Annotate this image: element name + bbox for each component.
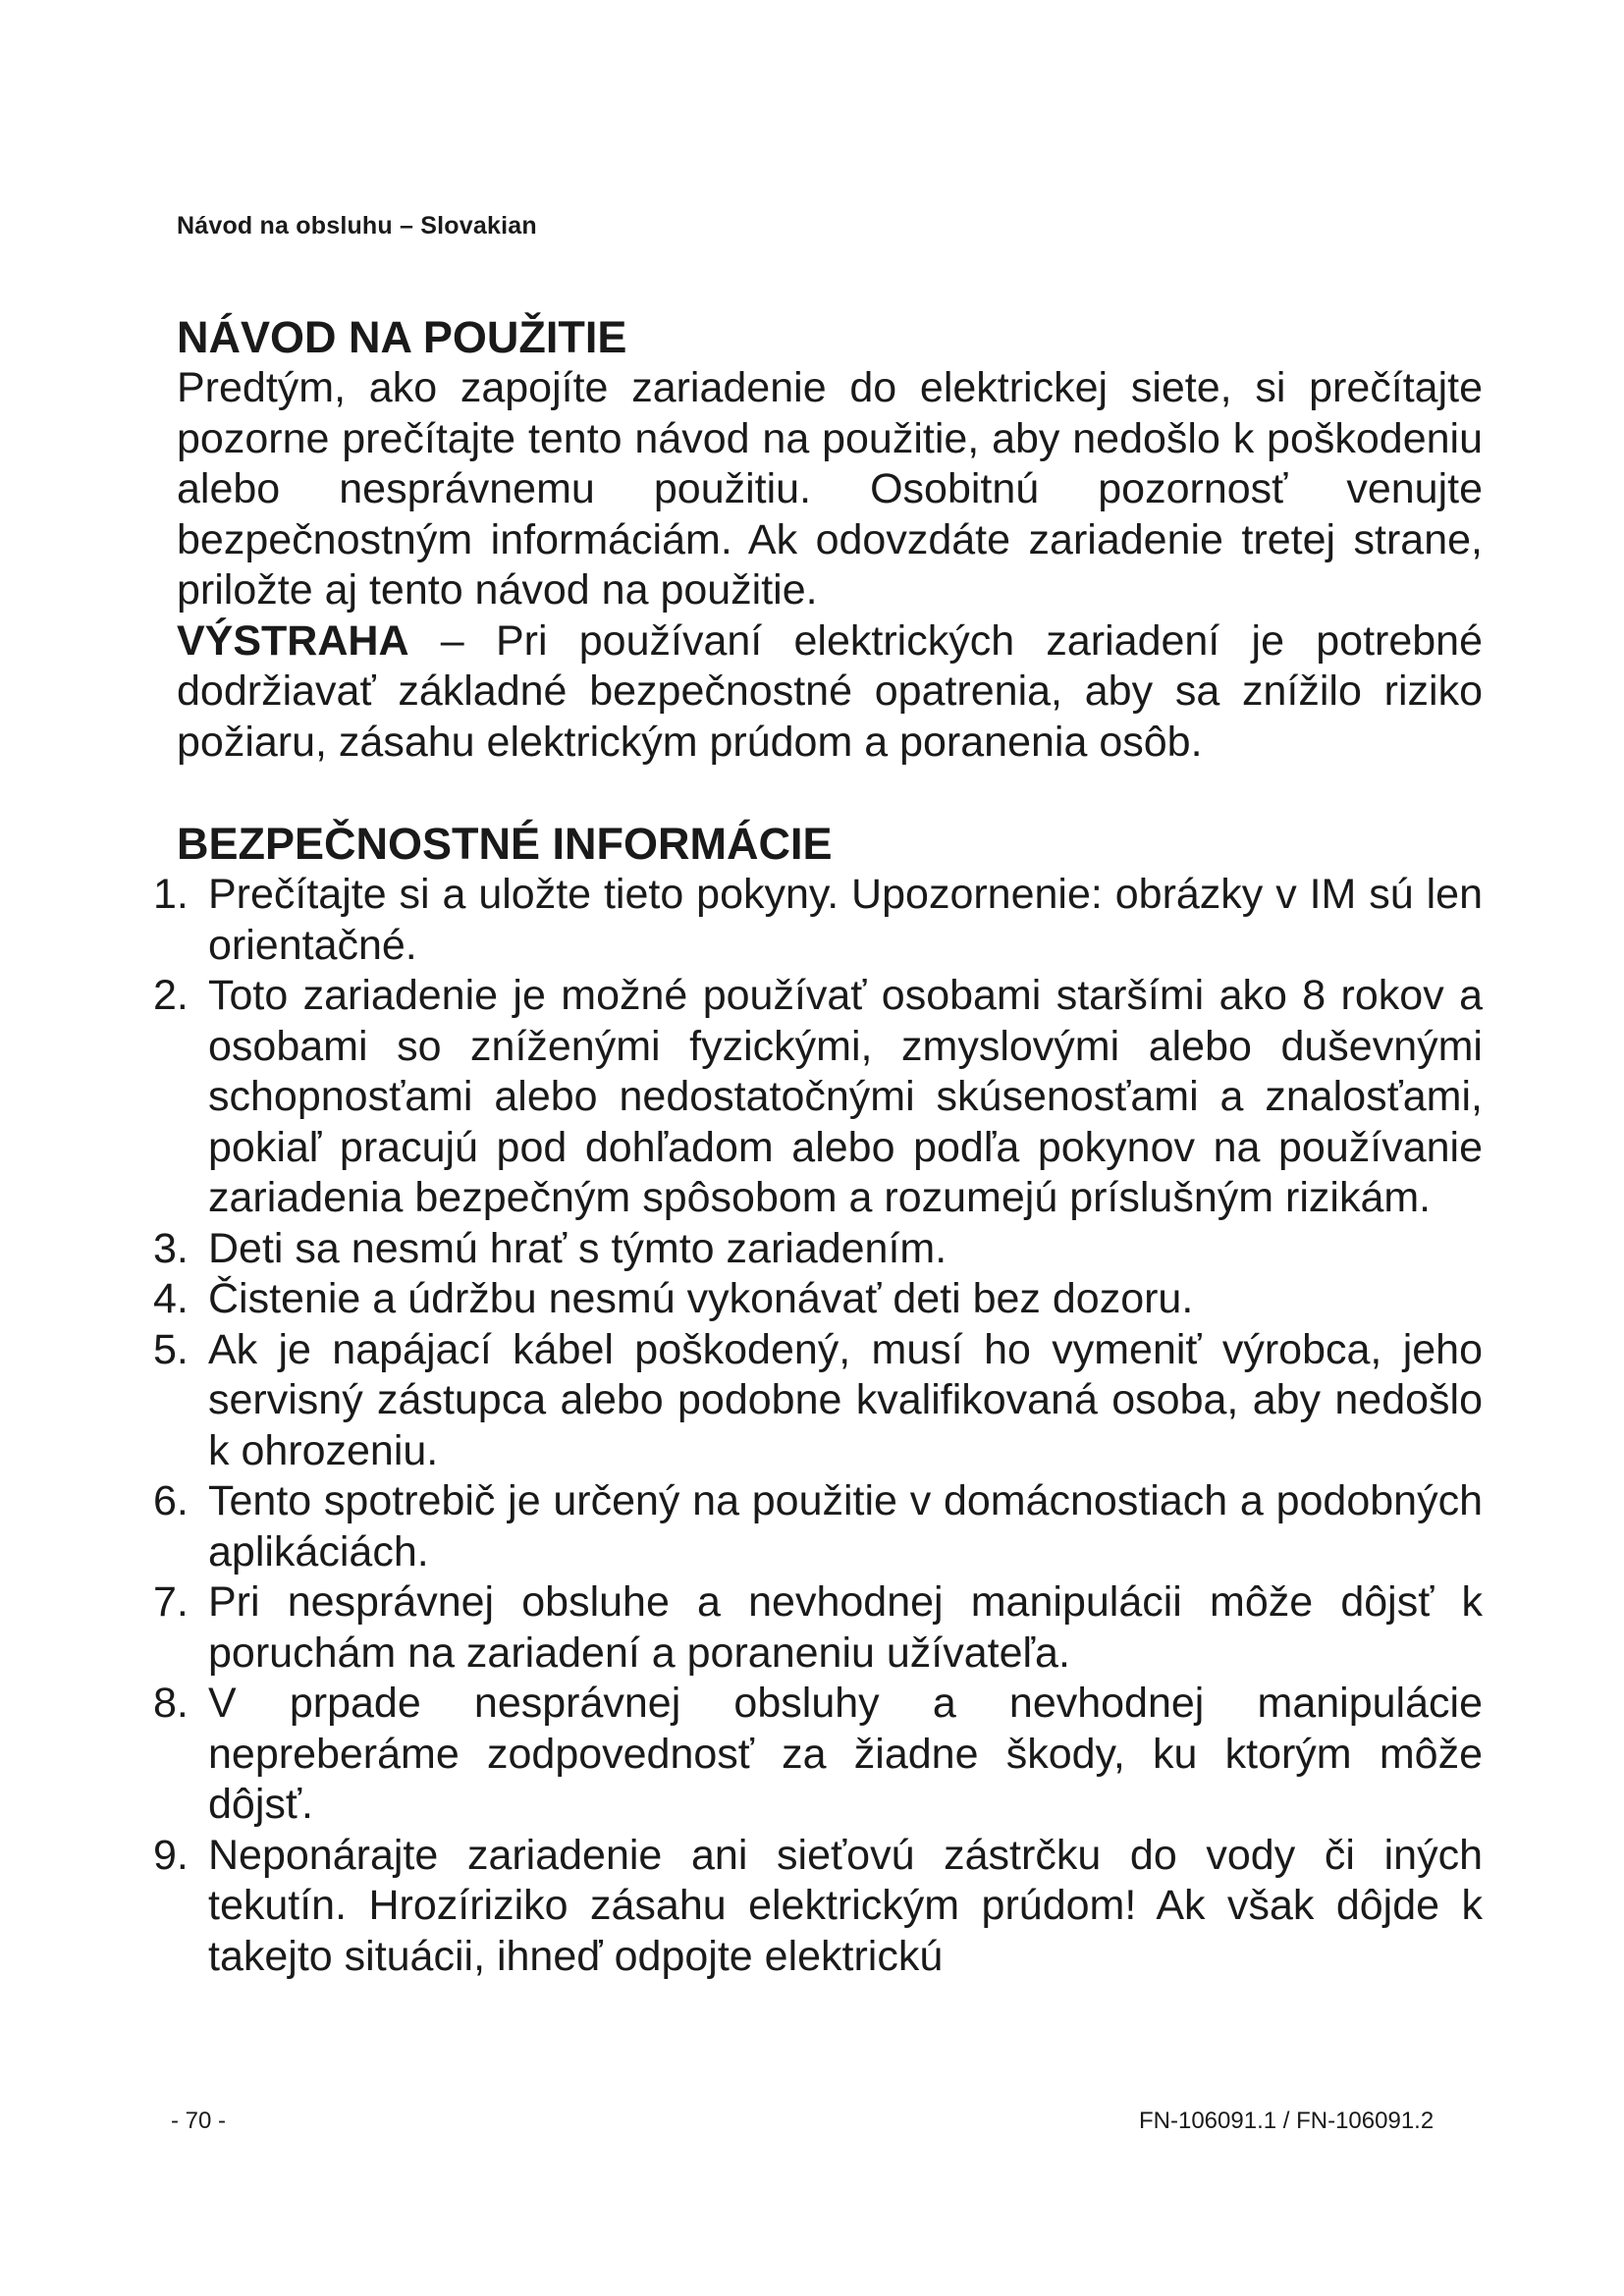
item-number: 4. [153, 1275, 189, 1322]
item-number: 5. [153, 1325, 189, 1373]
safety-item [153, 1224, 1483, 1275]
page-number: - 70 - [171, 2108, 227, 2134]
safety-item [153, 1274, 1483, 1325]
item-number: 7. [153, 1578, 189, 1626]
item-number: 2. [153, 972, 189, 1019]
safety-item [153, 1325, 1483, 1477]
safety-item [153, 1476, 1483, 1577]
safety-item [153, 870, 1483, 971]
item-number: 1. [153, 871, 189, 918]
item-number: 9. [153, 1831, 189, 1879]
warning-label: VÝSTRAHA [177, 616, 409, 665]
safety-item [153, 1831, 1483, 1983]
item-number: 3. [153, 1224, 189, 1272]
item-text: Neponárajte zariadenie ani sieťovú zástrčku do vody či iných tekutín. Hrozíriziko zásahu elektrickým prúdom! Ak však dôjde k takejto situácii, ihneď odpojte elektrickú [208, 1831, 1483, 1980]
item-text: V prpade nesprávnej obsluhy a nevhodnej manipulácie nepreberáme zodpovednosť za žiadne škody, ku ktorým môže dôjsť. [208, 1680, 1483, 1828]
warning-text: – Pri používaní elektrických zariadení je potrebné dodržiavať základné bezpečnostné opatrenia, aby sa znížilo riziko požiaru, zásahu elektrickým prúdom a poranenia osôb. [177, 616, 1483, 766]
item-text: Deti sa nesmú hrať s týmto zariadením. [208, 1224, 947, 1272]
safety-item [153, 1577, 1483, 1679]
safety-list [153, 870, 1483, 1982]
instructions-title: NÁVOD NA POUŽITIE [177, 312, 627, 362]
item-text: Prečítajte si a uložte tieto pokyny. Upozornenie: obrázky v IM sú len orientačné. [208, 871, 1483, 969]
item-number: 6. [153, 1477, 189, 1524]
warning-paragraph [177, 616, 1483, 769]
item-text: Toto zariadenie je možné používať osobami staršími ako 8 rokov a osobami so zníženými fyzickými, zmyslovými alebo duševnými schopnosťami alebo nedostatočnými skúsenosťami a znalosťami, pokiaľ pracujú pod dohľadom alebo podľa pokynov na používanie zariadenia bezpečným spôsobom a rozumejú príslušným rizikám. [208, 972, 1483, 1221]
item-text: Tento spotrebič je určený na použitie v domácnostiach a podobných aplikáciách. [208, 1477, 1483, 1575]
instructions-intro: Predtým, ako zapojíte zariadenie do elektrickej siete, si prečítajte pozorne prečítajte tento návod na použitie, aby nedošlo k poškodeniu alebo nesprávnemu použitiu. Osobitnú pozornosť venujte bezpečnostným informáciám. Ak odovzdáte zariadenie tretej strane, priložte aj tento návod na použitie. [177, 364, 1483, 614]
model-number: FN-106091.1 / FN-106091.2 [1139, 2108, 1435, 2134]
item-number: 8. [153, 1680, 189, 1727]
item-text: Ak je napájací kábel poškodený, musí ho vymeniť výrobca, jeho servisný zástupca alebo podobne kvalifikovaná osoba, aby nedošlo k ohrozeniu. [208, 1325, 1483, 1474]
item-text: Čistenie a údržbu nesmú vykonávať deti bez dozoru. [208, 1275, 1194, 1322]
safety-item [153, 1679, 1483, 1831]
document-header: Návod na obsluhu – Slovakian [177, 212, 537, 240]
item-text: Pri nesprávnej obsluhe a nevhodnej manipulácii môže dôjsť k poruchám na zariadení a poraneniu užívateľa. [208, 1578, 1483, 1677]
safety-title: BEZPEČNOSTNÉ INFORMÁCIE [177, 819, 833, 869]
safety-item [153, 971, 1483, 1224]
page-content [153, 312, 1483, 1982]
